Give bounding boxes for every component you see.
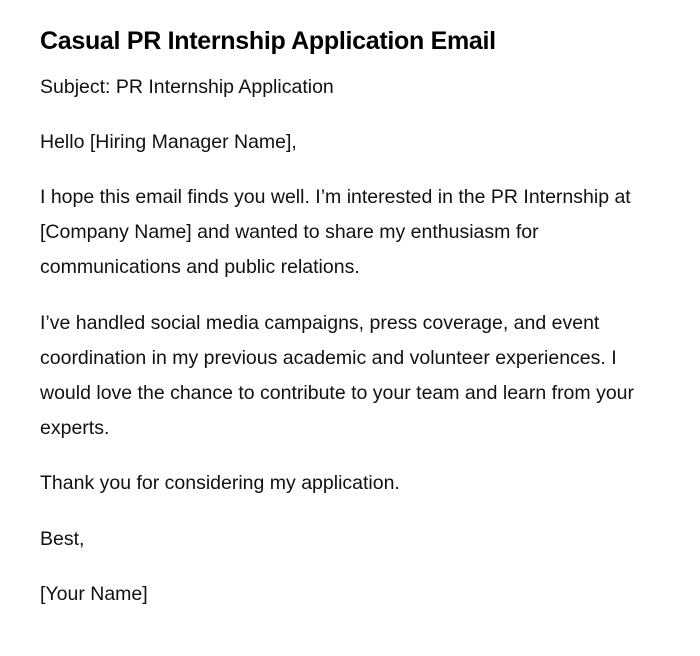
email-greeting: Hello [Hiring Manager Name],: [40, 131, 297, 153]
email-subject-line: Subject: PR Internship Application: [40, 76, 334, 98]
email-closing: Best,: [40, 528, 85, 550]
email-signature: [Your Name]: [40, 583, 148, 605]
document-title: Casual PR Internship Application Email: [40, 27, 496, 55]
email-paragraph-experience: I’ve handled social media campaigns, press coverage, and event coordination in my previous academic and volunteer experiences. I would love the chance to contribute to your team and learn from your experts.: [40, 312, 634, 439]
email-template-document: [40, 24, 660, 612]
email-paragraph-thanks: Thank you for considering my application.: [40, 472, 400, 494]
email-paragraph-intro: I hope this email finds you well. I’m interested in the PR Internship at [Company Name] and wanted to share my enthusiasm for communications and public relations.: [40, 186, 631, 278]
